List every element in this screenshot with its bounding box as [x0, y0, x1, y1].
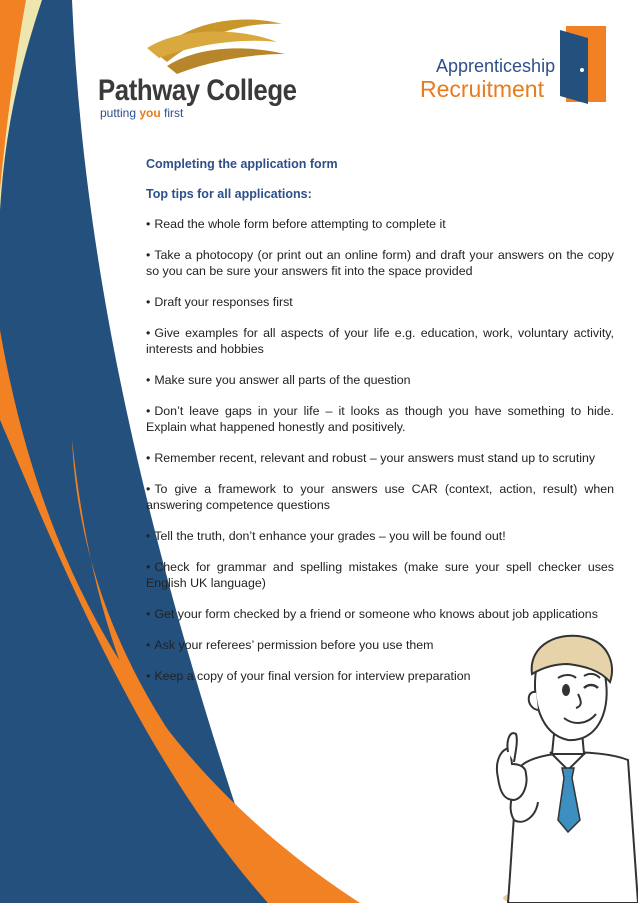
list-item: • Read the whole form before attempting to complete it: [146, 217, 446, 231]
college-tagline: putting you first: [100, 106, 184, 120]
list-item: • Give examples for all aspects of your life e.g. education, work, voluntary activity, interests and hobbies: [146, 326, 614, 356]
document-subtitle: Top tips for all applications:: [146, 187, 312, 201]
document-title: Completing the application form: [146, 157, 338, 171]
list-item: • Make sure you answer all parts of the question: [146, 373, 411, 387]
document-body: [146, 156, 614, 699]
logo-line-apprenticeship: Apprenticeship: [436, 56, 556, 76]
apprenticeship-recruitment-logo: [418, 24, 614, 108]
door-icon: [558, 24, 610, 106]
businessman-thumbs-up-illustration: [488, 630, 638, 903]
college-name: Pathway College: [98, 74, 297, 107]
pathway-college-logo: [92, 14, 297, 120]
list-item: • Take a photocopy (or print out an online form) and draft your answers on the copy so you can be sure your answers fit into the space provided: [146, 248, 614, 278]
list-item: • Remember recent, relevant and robust – your answers must stand up to scrutiny: [146, 451, 596, 465]
list-item: • Draft your responses first: [146, 295, 293, 309]
tips-list: [146, 216, 614, 684]
eye-open: [562, 684, 570, 696]
list-item: • Get your form checked by a friend or someone who knows about job applications: [146, 607, 598, 621]
list-item: • To give a framework to your answers use CAR (context, action, result) when answering competence questions: [146, 482, 614, 512]
list-item: • Don’t leave gaps in your life – it looks as though you have something to hide. Explain what happened honestly and positively.: [146, 404, 614, 434]
logo-line-recruitment: Recruitment: [420, 76, 544, 102]
list-item: • Check for grammar and spelling mistakes (make sure your spell checker uses English UK language): [146, 560, 614, 590]
list-item: • Keep a copy of your final version for interview preparation: [146, 669, 471, 683]
list-item: • Ask your referees’ permission before you use them: [146, 638, 434, 652]
list-item: • Tell the truth, don’t enhance your grades – you will be found out!: [146, 529, 506, 543]
